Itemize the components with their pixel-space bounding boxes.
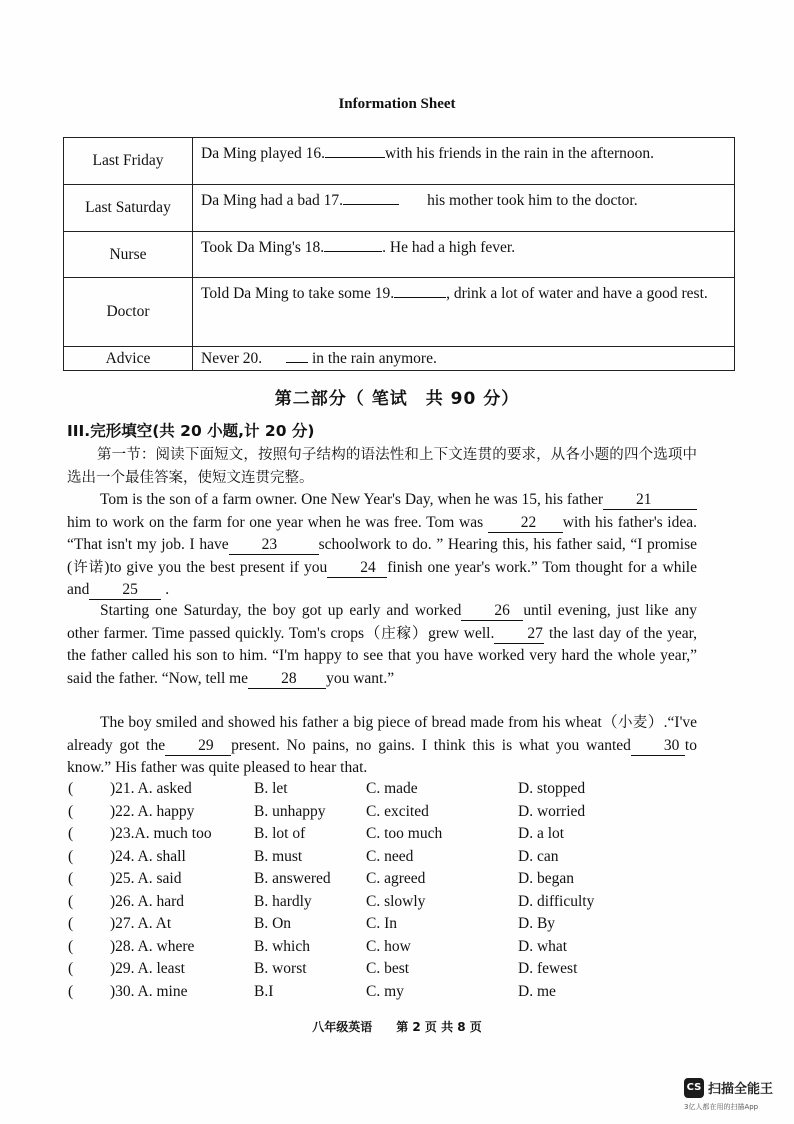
blank-number: 23	[261, 536, 278, 554]
part-two-title: 第二部分（ 笔试 共 90 分）	[274, 389, 520, 409]
passage-paragraph-2	[67, 600, 697, 690]
passage-text: to know.” His father was quite pleased to hear that.	[67, 736, 697, 777]
answer-paren[interactable]: (	[68, 780, 74, 797]
option-c[interactable]: C. too much	[366, 825, 443, 842]
option-a[interactable]: )24. A. shall	[110, 847, 186, 865]
option-c[interactable]: C. excited	[366, 802, 429, 820]
answer-paren[interactable]: (	[68, 870, 74, 887]
option-d[interactable]: D. difficulty	[518, 892, 595, 910]
blank-number: 22	[520, 513, 537, 531]
option-a[interactable]: )25. A. said	[110, 870, 182, 887]
passage-text: finish one year's work.” Tom thought for a while and	[67, 558, 697, 599]
row-label: Nurse	[64, 232, 193, 278]
row-content	[193, 232, 735, 278]
option-a[interactable]: )28. A. where	[110, 937, 195, 955]
option-a[interactable]: )23.A. much too	[110, 825, 212, 842]
option-a[interactable]: )21. A. asked	[110, 780, 192, 797]
option-a[interactable]: )27. A. At	[110, 915, 172, 932]
blank-25[interactable]	[89, 581, 161, 600]
option-b[interactable]: B. let	[254, 780, 288, 797]
question-row	[0, 960, 794, 982]
content-text: in the rain anymore.	[312, 350, 437, 367]
content-text: Never 20.	[201, 350, 263, 367]
option-c[interactable]: C. slowly	[366, 892, 426, 910]
blank-number: 25	[122, 581, 138, 599]
answer-blank-19[interactable]	[394, 297, 446, 298]
option-d[interactable]: D. can	[518, 847, 559, 865]
question-row	[0, 780, 794, 802]
blank-23[interactable]	[229, 536, 319, 555]
row-label: Last Friday	[64, 138, 193, 185]
row-content	[193, 185, 735, 232]
camscanner-logo-icon: CS	[684, 1078, 704, 1098]
blank-30[interactable]	[631, 737, 685, 756]
option-b[interactable]: B. lot of	[254, 825, 306, 842]
blank-22[interactable]	[488, 514, 563, 533]
option-d[interactable]: D. worried	[518, 802, 586, 820]
info-sheet-title: Information Sheet	[338, 96, 456, 112]
option-b[interactable]: B. answered	[254, 870, 331, 887]
blank-21[interactable]	[603, 491, 697, 510]
question-row	[0, 893, 794, 915]
question-row	[0, 915, 794, 937]
answer-blank-17[interactable]	[343, 204, 399, 205]
row-content	[193, 347, 735, 371]
chinese-gloss: 小麦	[618, 715, 648, 731]
answer-paren[interactable]: (	[68, 915, 74, 932]
row-label: Doctor	[64, 278, 193, 347]
answer-paren[interactable]: (	[68, 847, 74, 865]
blank-27[interactable]	[494, 625, 544, 644]
passage-text: ）.“I've already got the	[67, 714, 698, 754]
blank-number: 26	[494, 602, 510, 619]
blank-number: 28	[281, 669, 297, 687]
content-text: his mother took him to the doctor.	[427, 192, 638, 209]
answer-blank-20[interactable]	[286, 362, 308, 363]
passage-text: until evening, just like any other farmer. Time passed quickly. Tom's crops（	[67, 602, 697, 642]
passage-text: ）grew well.	[411, 624, 495, 642]
row-content	[193, 278, 735, 347]
passage-text: him to work on the farm for one year when he was free. Tom was	[67, 513, 484, 531]
passage-text: The boy smiled and showed his father a big piece of bread made from his wheat（	[100, 714, 619, 731]
content-text: Told Da Ming to take some 19.	[201, 285, 395, 302]
passage-text: you want.”	[326, 669, 395, 687]
table-row	[64, 347, 735, 371]
info-sheet-table	[63, 137, 735, 371]
option-d[interactable]: D. what	[518, 937, 568, 955]
blank-24[interactable]	[327, 559, 387, 578]
option-b[interactable]: B. On	[254, 915, 292, 932]
table-row	[64, 278, 735, 347]
option-c[interactable]: C. best	[366, 960, 410, 977]
content-text: with his friends in the rain in the afternoon.	[384, 145, 655, 162]
blank-number: 21	[636, 491, 652, 508]
blank-29[interactable]	[165, 737, 231, 756]
row-label: Last Saturday	[64, 185, 193, 232]
option-c[interactable]: C. agreed	[366, 870, 426, 887]
chinese-gloss: 庄稼	[381, 625, 412, 642]
answer-paren[interactable]: (	[68, 982, 74, 1000]
row-content	[193, 138, 735, 185]
answer-paren[interactable]: (	[68, 960, 74, 977]
answer-paren[interactable]: (	[68, 825, 74, 842]
section-heading	[67, 420, 697, 444]
answer-paren[interactable]: (	[68, 892, 74, 910]
option-d[interactable]: D. fewest	[518, 960, 578, 977]
option-a[interactable]: )26. A. hard	[110, 892, 185, 910]
blank-26[interactable]	[461, 602, 523, 621]
question-row	[0, 983, 794, 1005]
table-row	[64, 232, 735, 278]
option-b[interactable]: B. which	[254, 937, 310, 955]
option-c[interactable]: C. made	[366, 780, 418, 797]
option-b[interactable]: B.I	[254, 982, 274, 1000]
passage-paragraph-1	[67, 489, 697, 602]
option-c[interactable]: C. my	[366, 982, 404, 1000]
passage-text: schoolwork to do. ” Hearing this, his father said, “I promise (	[67, 536, 697, 576]
answer-blank-16[interactable]	[325, 157, 385, 158]
passage-text: present. No pains, no gains. I think this is what you wanted	[231, 736, 631, 754]
option-b[interactable]: B. must	[254, 847, 303, 865]
option-a[interactable]: )22. A. happy	[110, 802, 195, 820]
option-c[interactable]: C. need	[366, 847, 414, 865]
question-row	[0, 825, 794, 847]
option-d[interactable]: D. stopped	[518, 780, 586, 797]
question-row	[0, 938, 794, 960]
instruction-text: 第一节：阅读下面短文，按照句子结构的语法性和上下文连贯的要求，从各小题的四个选项中选出一个最佳答案，使短文连贯完整。	[67, 447, 697, 486]
content-text: , drink a lot of water and have a good rest.	[446, 285, 708, 302]
content-text: Da Ming played 16.	[201, 145, 325, 162]
passage-text: )to give you the best present if you	[104, 558, 328, 576]
table-row	[64, 138, 735, 185]
blank-number: 24	[360, 558, 376, 576]
question-row	[0, 803, 794, 825]
blank-28[interactable]	[248, 670, 326, 689]
option-d[interactable]: D. me	[518, 982, 556, 1000]
answer-paren[interactable]: (	[68, 802, 74, 820]
content-text: Took Da Ming's 18.	[201, 239, 325, 256]
question-row	[0, 848, 794, 870]
option-c[interactable]: C. how	[366, 937, 411, 955]
cloze-heading: III.完形填空(共 20 小题,计 20 分)	[67, 422, 315, 440]
passage-text: .	[165, 581, 170, 599]
passage-text: with his father's idea. “That isn't my job. I have	[67, 513, 697, 554]
table-row	[64, 185, 735, 232]
passage-paragraph-3	[67, 712, 697, 780]
option-d[interactable]: D. By	[518, 915, 556, 932]
passage-text: Tom is the son of a farm owner. One New Year's Day, when he was 15, his father	[100, 491, 603, 508]
passage-text: the last day of the year, the father called his son to him. “I'm happy to see that you have worked very hard the whole year,” said the father. “Now, tell me	[67, 624, 698, 687]
content-text: Da Ming had a bad 17.	[201, 192, 344, 209]
watermark-name: 扫描全能王	[708, 1082, 774, 1097]
option-b[interactable]: B. worst	[254, 960, 307, 977]
page-footer: 八年级英语 第 2 页 共 8 页	[312, 1020, 482, 1034]
option-d[interactable]: D. began	[518, 870, 574, 887]
watermark-subtitle: 3亿人都在用的扫描App	[684, 1103, 759, 1111]
blank-number: 30	[663, 736, 680, 754]
row-label: Advice	[64, 347, 193, 371]
option-b[interactable]: B. unhappy	[254, 802, 326, 820]
blank-number: 29	[198, 736, 214, 754]
option-d[interactable]: D. a lot	[518, 825, 565, 842]
chinese-gloss: 许诺	[72, 559, 105, 576]
passage-text: Starting one Saturday, the boy got up early and worked	[100, 602, 462, 619]
answer-blank-18[interactable]	[324, 251, 382, 252]
content-text: . He had a high fever.	[382, 239, 516, 256]
answer-paren[interactable]: (	[68, 937, 74, 955]
question-row	[0, 870, 794, 892]
option-a[interactable]: )29. A. least	[110, 960, 185, 977]
blank-number: 27	[527, 624, 543, 642]
option-b[interactable]: B. hardly	[254, 892, 312, 910]
option-a[interactable]: )30. A. mine	[110, 982, 188, 1000]
option-c[interactable]: C. In	[366, 915, 397, 932]
